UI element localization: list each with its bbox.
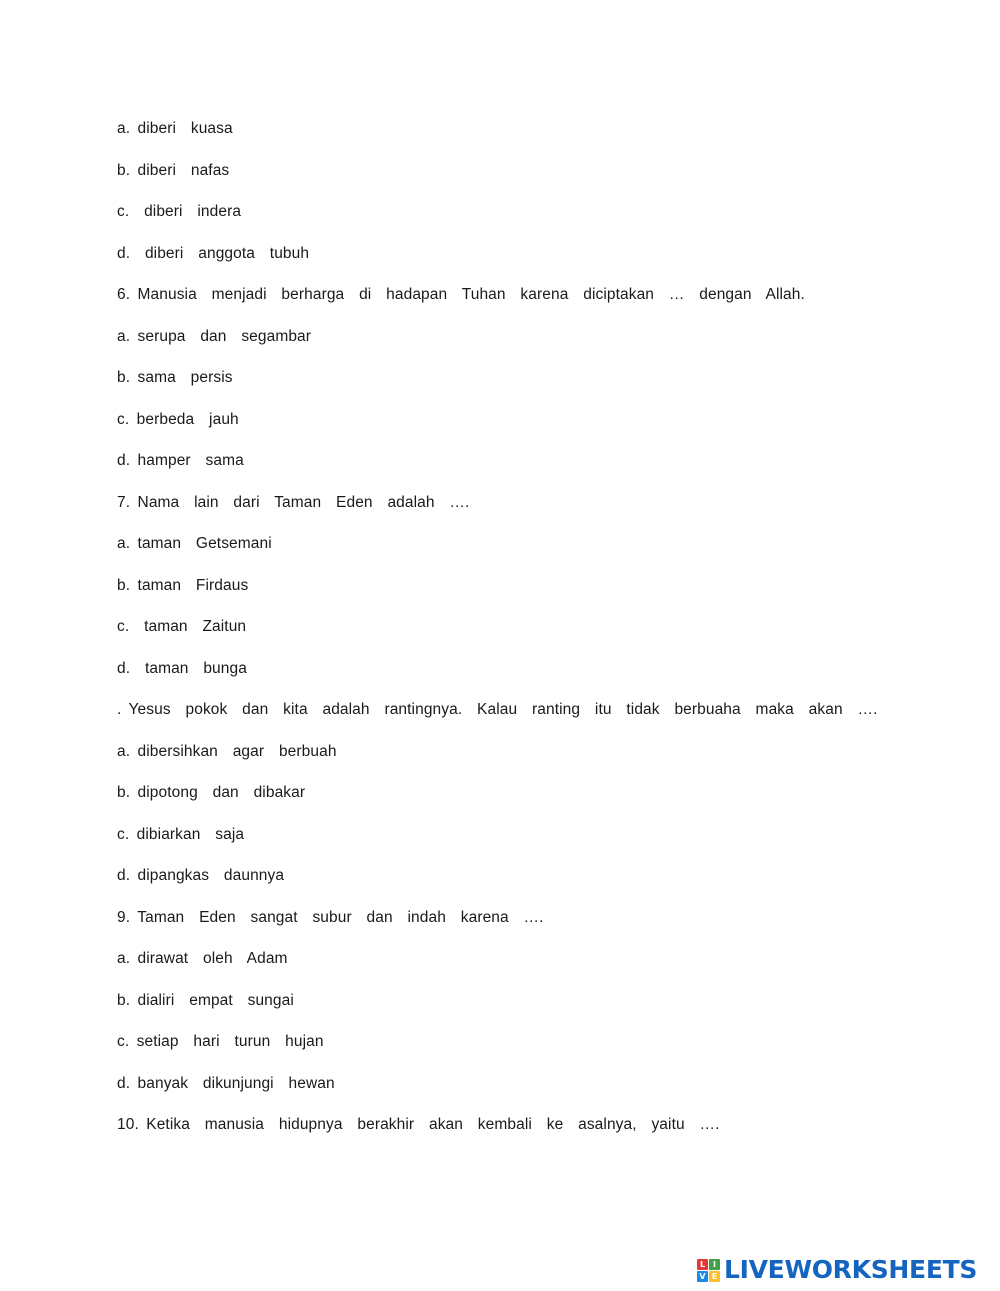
text-line: d. hamper sama	[117, 452, 244, 469]
text-line: . Yesus pokok dan kita adalah rantingnya. Kalau ranting itu tidak berbuaha maka akan ….	[117, 701, 878, 718]
logo-letter-e: E	[709, 1271, 720, 1282]
text-line: c. dibiarkan saja	[117, 826, 245, 843]
text-line: a. diberi kuasa	[117, 120, 233, 137]
text-line: b. dialiri empat sungai	[117, 992, 294, 1009]
text-line: b. dipotong dan dibakar	[117, 784, 306, 801]
brand-name: LIVEWORKSHEETS	[724, 1255, 978, 1284]
text-line: 7. Nama lain dari Taman Eden adalah ….	[117, 494, 470, 511]
text-line: 9. Taman Eden sangat subur dan indah karena ….	[117, 909, 544, 926]
text-line: a. dirawat oleh Adam	[117, 950, 288, 967]
logo-letter-i: I	[709, 1259, 720, 1270]
text-line: b. taman Firdaus	[117, 577, 249, 594]
text-line: 6. Manusia menjadi berharga di hadapan Tuhan karena diciptakan … dengan Allah.	[117, 286, 805, 303]
text-line: d. taman bunga	[117, 660, 247, 677]
text-line: a. serupa dan segambar	[117, 328, 312, 345]
liveworksheets-logo	[697, 1255, 977, 1285]
text-line: b. diberi nafas	[117, 162, 230, 179]
text-line: c. diberi indera	[117, 203, 242, 220]
live-logo-icon	[697, 1259, 720, 1282]
text-line: c. berbeda jauh	[117, 411, 239, 428]
logo-letter-v: V	[697, 1271, 708, 1282]
text-line: c. setiap hari turun hujan	[117, 1033, 324, 1050]
text-line: b. sama persis	[117, 369, 233, 386]
text-line: c. taman Zaitun	[117, 618, 247, 635]
text-line: d. diberi anggota tubuh	[117, 245, 310, 262]
text-line: d. banyak dikunjungi hewan	[117, 1075, 335, 1092]
text-line: a. taman Getsemani	[117, 535, 272, 552]
text-line: a. dibersihkan agar berbuah	[117, 743, 337, 760]
logo-letter-l: L	[697, 1259, 708, 1270]
text-line: d. dipangkas daunnya	[117, 867, 285, 884]
text-line: 10. Ketika manusia hidupnya berakhir akan kembali ke asalnya, yaitu ….	[117, 1116, 720, 1133]
